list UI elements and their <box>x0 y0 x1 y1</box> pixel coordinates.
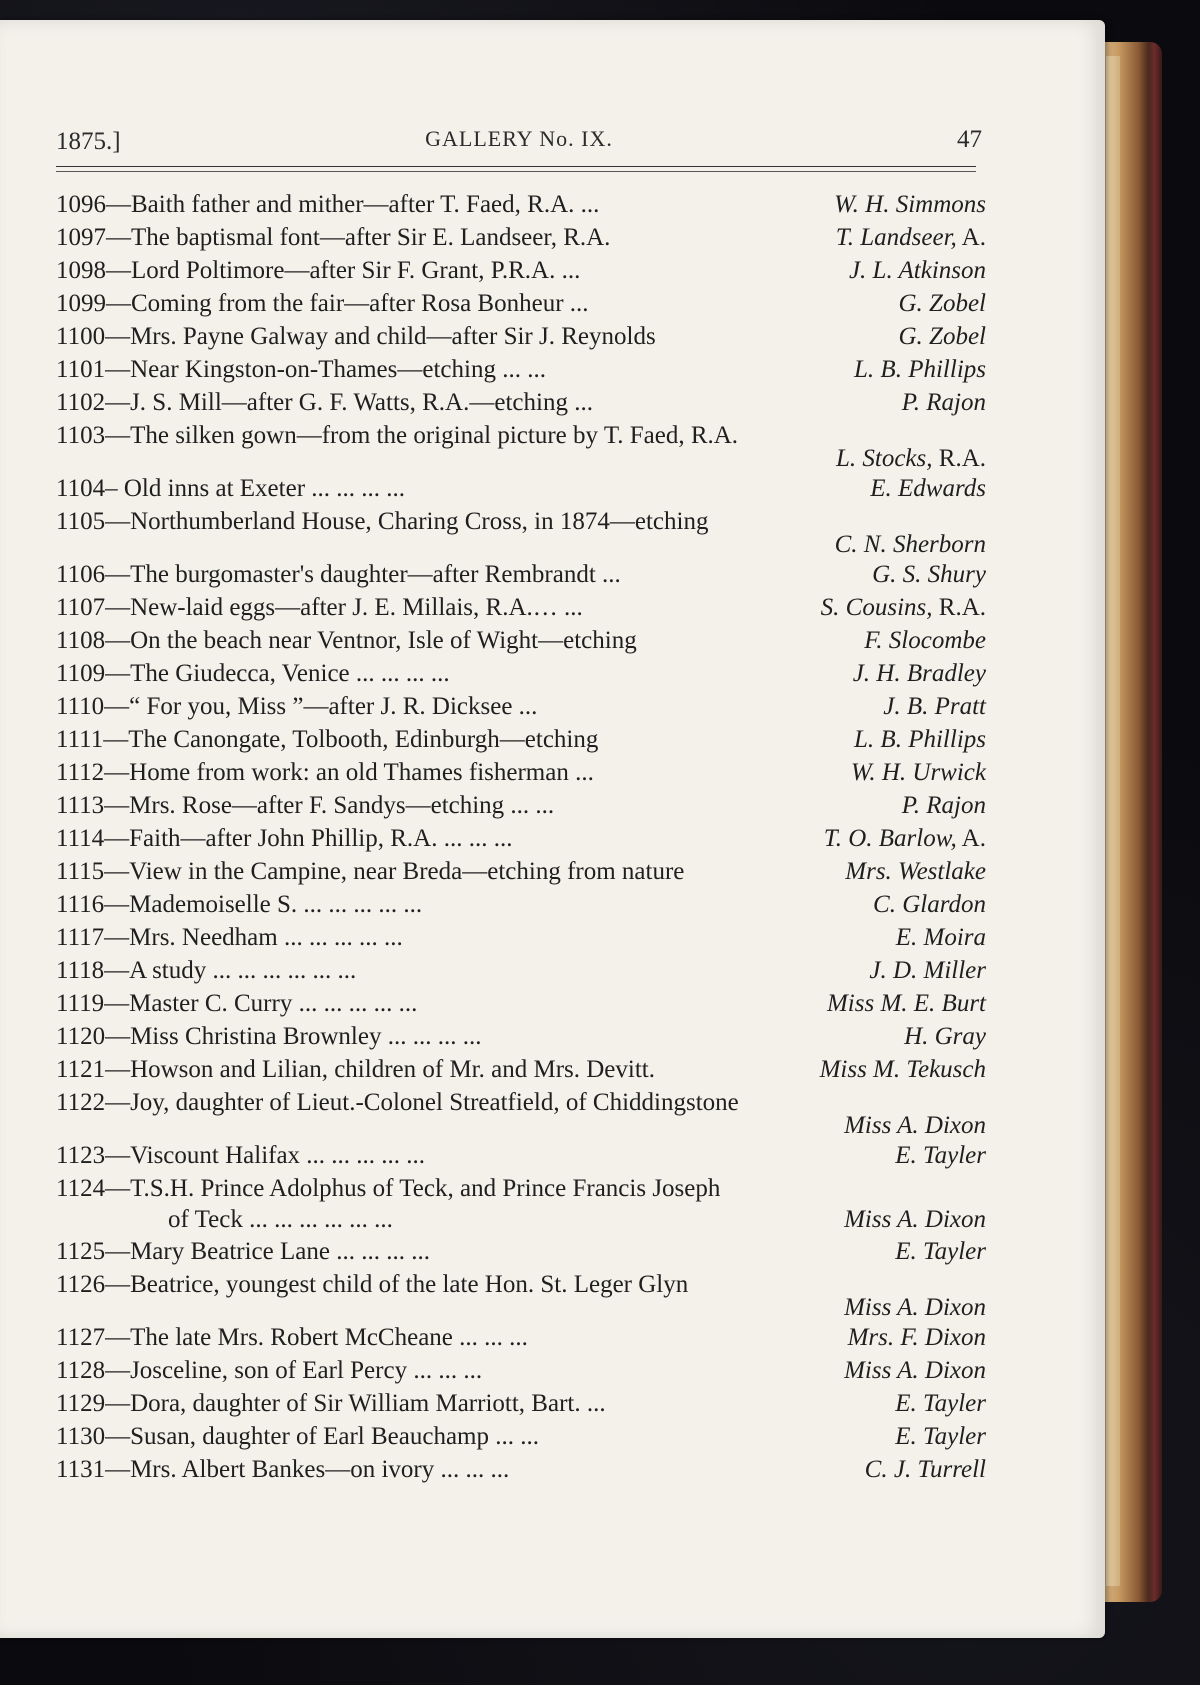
entry-artist <box>848 723 986 756</box>
entry-artist <box>838 1354 986 1387</box>
entry-line <box>56 1020 986 1053</box>
artist-name: G. S. Shury <box>872 561 986 588</box>
catalogue-entry <box>56 221 986 254</box>
entry-artist <box>858 624 986 657</box>
entry-artist <box>889 1139 986 1172</box>
catalogue-entry <box>56 954 986 987</box>
catalogue-entry <box>56 624 986 657</box>
page-number: 47 <box>957 126 982 153</box>
entry-title: 1125—Mary Beatrice Lane ... ... ... ... <box>56 1238 430 1265</box>
entry-artist <box>898 1020 986 1053</box>
entry-title: 1113—Mrs. Rose—after F. Sandys—etching ... ... <box>56 792 555 819</box>
catalogue-entry <box>56 1268 986 1321</box>
entry-title: 1102—J. S. Mill—after G. F. Watts, R.A.—etching ... <box>56 389 593 416</box>
entry-artist <box>877 690 986 723</box>
entry-artist <box>839 855 986 888</box>
catalogue-entry <box>56 822 986 855</box>
entry-artist <box>842 1321 986 1354</box>
header-title: GALLERY No. IX. <box>425 126 613 151</box>
catalogue-entry <box>56 987 986 1020</box>
entry-line <box>56 505 986 538</box>
catalogue-entry <box>56 1139 986 1172</box>
entry-line <box>56 287 986 320</box>
entry-title: 1114—Faith—after John Phillip, R.A. ... ... ... <box>56 825 513 852</box>
artist-name: H. Gray <box>904 1023 986 1050</box>
entry-title: 1129—Dora, daughter of Sir William Marriott, Bart. ... <box>56 1390 606 1417</box>
entry-title: 1123—Viscount Halifax ... ... ... ... ... <box>56 1142 426 1169</box>
catalogue-entry <box>56 1420 986 1453</box>
entry-title: 1112—Home from work: an old Thames fisherman ... <box>56 759 594 786</box>
artist-name: W. H. Urwick <box>850 759 986 786</box>
entry-title: 1131—Mrs. Albert Bankes—on ivory ... ... ... <box>56 1456 510 1483</box>
entry-artist <box>863 954 986 987</box>
catalogue-entry <box>56 591 986 624</box>
entry-line <box>56 353 986 386</box>
entry-line <box>56 1354 986 1387</box>
entry-title: 1120—Miss Christina Brownley ... ... ... ... <box>56 1023 482 1050</box>
entry-line <box>56 472 986 505</box>
catalogue-entry <box>56 1020 986 1053</box>
entry-title: 1111—The Canongate, Tolbooth, Edinburgh—etching <box>56 726 599 753</box>
catalogue-entry <box>56 690 986 723</box>
artist-name: Miss A. Dixon <box>844 1294 986 1321</box>
catalogue-entry <box>56 723 986 756</box>
entry-line <box>56 1172 986 1205</box>
entry-title: 1101—Near Kingston-on-Thames—etching ... ... <box>56 356 546 383</box>
entry-title: 1115—View in the Campine, near Breda—etching from nature <box>56 858 685 885</box>
artist-name: G. Zobel <box>898 323 986 350</box>
artist-suffix: A. <box>956 825 986 852</box>
entry-title: 1117—Mrs. Needham ... ... ... ... ... <box>56 924 403 951</box>
catalogue-entry <box>56 657 986 690</box>
entry-title: 1105—Northumberland House, Charing Cross, in 1874—etching <box>56 508 709 535</box>
catalogue-entry <box>56 386 986 419</box>
artist-suffix: R.A. <box>932 445 986 472</box>
header-rule-top <box>56 166 976 167</box>
entry-line <box>56 1268 986 1301</box>
catalogue-entry <box>56 1086 986 1139</box>
entry-artist <box>848 353 986 386</box>
book-page <box>0 20 1105 1638</box>
entry-title: 1104– Old inns at Exeter ... ... ... ... <box>56 475 406 502</box>
artist-suffix: R.A. <box>932 594 986 621</box>
catalogue-entry <box>56 1235 986 1268</box>
entry-artist <box>828 188 986 221</box>
entry-line <box>56 419 986 452</box>
entry-artist <box>859 1453 986 1486</box>
entry-line <box>56 1139 986 1172</box>
entry-title: 1118—A study ... ... ... ... ... ... <box>56 957 357 984</box>
artist-name: J. L. Atkinson <box>848 257 986 284</box>
entry-title: 1098—Lord Poltimore—after Sir F. Grant, P.R.A. ... <box>56 257 581 284</box>
entry-artist <box>815 591 986 624</box>
entry-line <box>56 386 986 419</box>
catalogue-entry <box>56 1453 986 1486</box>
entry-title: 1099—Coming from the fair—after Rosa Bonheur ... <box>56 290 589 317</box>
artist-name: Mrs. Westlake <box>845 858 986 885</box>
artist-name: E. Tayler <box>895 1423 986 1450</box>
entry-line <box>56 888 986 921</box>
artist-name: L. Stocks, <box>835 445 933 472</box>
catalogue-entry <box>56 188 986 221</box>
entry-artist <box>814 1053 986 1086</box>
artist-name: T. O. Barlow, <box>823 825 957 852</box>
entry-title: 1096—Baith father and mither—after T. Faed, R.A. ... <box>56 191 600 218</box>
entry-artist <box>890 921 986 954</box>
artist-name: J. H. Bradley <box>852 660 986 687</box>
entry-line <box>56 1453 986 1486</box>
entry-line <box>56 1053 986 1086</box>
artist-name: J. B. Pratt <box>883 693 986 720</box>
artist-name: E. Tayler <box>895 1238 986 1265</box>
artist-name: E. Edwards <box>870 475 986 502</box>
artist-name: F. Slocombe <box>864 627 986 654</box>
artist-name: Miss M. E. Burt <box>826 990 986 1017</box>
catalogue-entry <box>56 1172 986 1235</box>
catalogue-entry <box>56 558 986 591</box>
artist-name: Miss A. Dixon <box>844 1206 986 1233</box>
entry-line <box>56 558 986 591</box>
entry-artist <box>843 254 986 287</box>
entry-line <box>56 987 986 1020</box>
artist-suffix: A. <box>956 224 986 251</box>
catalogue-entry <box>56 505 986 558</box>
entry-line <box>56 822 986 855</box>
entry-title: 1126—Beatrice, youngest child of the late Hon. St. Leger Glyn <box>56 1271 689 1298</box>
entry-line <box>56 320 986 353</box>
artist-name: Miss M. Tekusch <box>819 1056 986 1083</box>
entry-artist <box>893 287 987 320</box>
entry-continuation-line <box>56 1205 986 1235</box>
catalogue-entry <box>56 472 986 505</box>
catalogue-entry <box>56 1387 986 1420</box>
entry-artist <box>830 221 986 254</box>
entry-title: 1119—Master C. Curry ... ... ... ... ... <box>56 990 418 1017</box>
artist-name: E. Moira <box>895 924 986 951</box>
entry-line <box>56 1387 986 1420</box>
entry-title: 1107—New-laid eggs—after J. E. Millais, R.A.… ... <box>56 594 583 621</box>
catalogue-entry <box>56 419 986 472</box>
artist-name: S. Cousins, <box>820 594 933 621</box>
header-rule-bottom <box>56 171 976 172</box>
catalogue-entry <box>56 353 986 386</box>
entry-artist <box>889 1235 986 1268</box>
entry-line <box>56 789 986 822</box>
entry-artist <box>864 472 986 505</box>
entry-artist <box>867 888 986 921</box>
artist-name: Miss A. Dixon <box>844 1357 986 1384</box>
entry-line <box>56 657 986 690</box>
artist-name: W. H. Simmons <box>834 191 986 218</box>
entry-artist <box>838 1205 986 1235</box>
entry-line <box>56 254 986 287</box>
artist-name: Miss A. Dixon <box>844 1112 986 1139</box>
artist-name: P. Rajon <box>901 792 986 819</box>
entry-title: 1109—The Giudecca, Venice ... ... ... ... <box>56 660 450 687</box>
entry-artist <box>896 789 986 822</box>
entry-artist <box>845 756 986 789</box>
entry-title: 1130—Susan, daughter of Earl Beauchamp ... ... <box>56 1423 539 1450</box>
entry-artist <box>821 987 986 1020</box>
artist-name: P. Rajon <box>901 389 986 416</box>
catalogue-entries <box>56 188 986 1486</box>
entry-title: 1124—T.S.H. Prince Adolphus of Teck, and Prince Francis Joseph <box>56 1175 721 1202</box>
catalogue-entry <box>56 888 986 921</box>
entry-line <box>56 591 986 624</box>
catalogue-entry <box>56 254 986 287</box>
entry-line <box>56 1235 986 1268</box>
entry-artist <box>889 1387 986 1420</box>
entry-title: 1106—The burgomaster's daughter—after Rembrandt ... <box>56 561 621 588</box>
entry-title: 1110—“ For you, Miss ”—after J. R. Dicksee ... <box>56 693 538 720</box>
catalogue-entry <box>56 1354 986 1387</box>
entry-line <box>56 221 986 254</box>
entry-line <box>56 1321 986 1354</box>
entry-line <box>56 921 986 954</box>
entry-line <box>56 1420 986 1453</box>
entry-line <box>56 624 986 657</box>
header-year: 1875.] <box>56 128 121 155</box>
entry-title: 1097—The baptismal font—after Sir E. Landseer, R.A. <box>56 224 611 251</box>
entry-title: 1128—Josceline, son of Earl Percy ... ... ... <box>56 1357 483 1384</box>
entry-line <box>56 188 986 221</box>
entry-title: 1103—The silken gown—from the original picture by T. Faed, R.A. <box>56 422 739 449</box>
artist-name: G. Zobel <box>898 290 986 317</box>
entry-artist <box>818 822 986 855</box>
entry-line <box>56 690 986 723</box>
artist-name: L. B. Phillips <box>854 726 986 753</box>
catalogue-entry <box>56 789 986 822</box>
entry-line <box>56 723 986 756</box>
entry-line <box>56 1086 986 1119</box>
entry-title: 1100—Mrs. Payne Galway and child—after Sir J. Reynolds <box>56 323 656 350</box>
catalogue-entry <box>56 320 986 353</box>
artist-name: C. N. Sherborn <box>834 531 986 558</box>
artist-name: T. Landseer, <box>835 224 957 251</box>
entry-line <box>56 855 986 888</box>
entry-title-continuation: of Teck ... ... ... ... ... ... <box>168 1206 393 1233</box>
artist-name: Mrs. F. Dixon <box>847 1324 986 1351</box>
entry-title: 1116—Mademoiselle S. ... ... ... ... ... <box>56 891 423 918</box>
book-page-edges <box>1106 56 1120 1586</box>
catalogue-entry <box>56 1321 986 1354</box>
entry-artist <box>889 1420 986 1453</box>
catalogue-entry <box>56 855 986 888</box>
entry-line <box>56 954 986 987</box>
catalogue-entry <box>56 287 986 320</box>
artist-name: C. Glardon <box>873 891 986 918</box>
entry-artist <box>893 320 987 353</box>
entry-title: 1108—On the beach near Ventnor, Isle of Wight—etching <box>56 627 637 654</box>
entry-title: 1122—Joy, daughter of Lieut.-Colonel Streatfield, of Chiddingstone <box>56 1089 739 1116</box>
entry-artist <box>866 558 986 591</box>
catalogue-entry <box>56 1053 986 1086</box>
entry-line <box>56 756 986 789</box>
artist-name: C. J. Turrell <box>864 1456 986 1483</box>
page-header <box>56 116 982 156</box>
entry-title: 1121—Howson and Lilian, children of Mr. and Mrs. Devitt. <box>56 1056 655 1083</box>
entry-title: 1127—The late Mrs. Robert McCheane ... ... ... <box>56 1324 528 1351</box>
entry-artist <box>847 657 986 690</box>
artist-name: J. D. Miller <box>869 957 986 984</box>
artist-name: L. B. Phillips <box>854 356 986 383</box>
artist-name: E. Tayler <box>895 1142 986 1169</box>
catalogue-entry <box>56 756 986 789</box>
artist-name: E. Tayler <box>895 1390 986 1417</box>
catalogue-entry <box>56 921 986 954</box>
entry-artist <box>896 386 986 419</box>
